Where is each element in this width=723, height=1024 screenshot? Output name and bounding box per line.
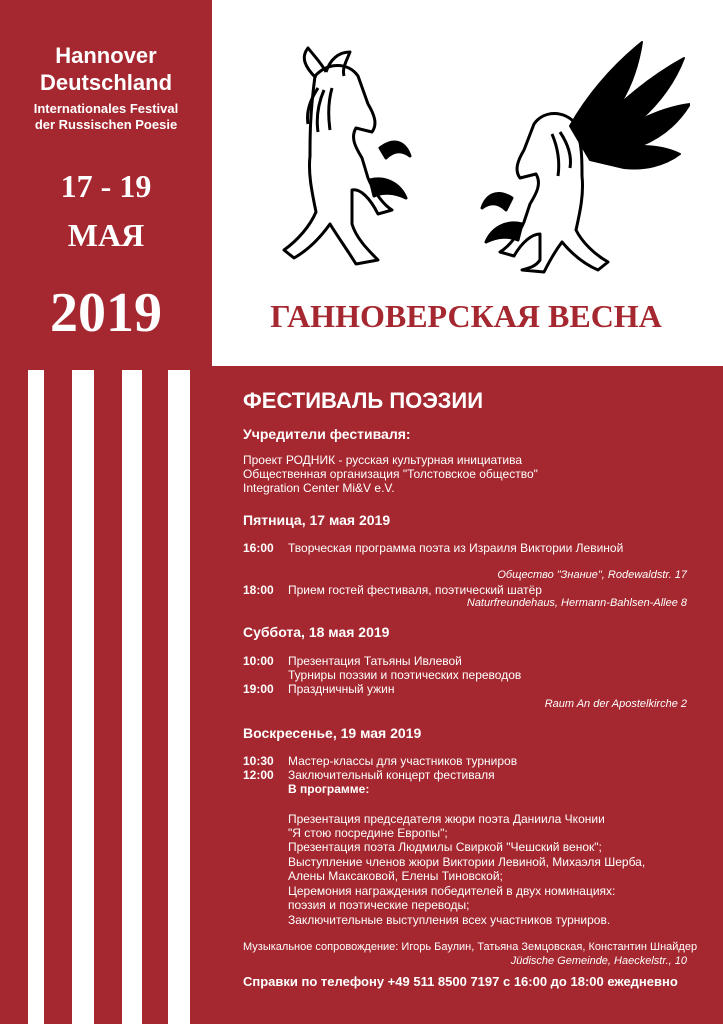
day-heading: Суббота, 18 мая 2019 [243, 624, 390, 640]
event-time: 19:00 [243, 682, 274, 696]
program-item: Выступление членов жюри Виктории Левиной, Михаэля Шерба, [288, 855, 646, 869]
founder-item: Общественная организация "Толстовское общество" [243, 467, 538, 481]
country-name: Deutschland [39, 70, 173, 95]
festival-german-title [0, 101, 212, 133]
event-text: Прием гостей фестиваля, поэтический шатёр [288, 583, 542, 597]
horse-icon [284, 48, 410, 264]
program-item: поэзия и поэтические переводы; [288, 898, 470, 912]
horses-illustration [260, 28, 690, 278]
festival-german-line: Internationales Festival [33, 101, 179, 116]
program-item: Церемония награждения победителей в двух номинациях: [288, 884, 616, 898]
stripe [44, 366, 72, 1024]
event-time: 18:00 [243, 583, 274, 597]
festival-german-line: der Russischen Poesie [34, 117, 178, 132]
event-text: Творческая программа поэта из Израиля Виктории Левиной [288, 541, 624, 555]
event-text: Заключительный концерт фестиваля [288, 768, 495, 782]
event-time: 10:00 [243, 654, 274, 668]
event-text: Мастер-классы для участников турниров [288, 754, 518, 768]
stripe [94, 366, 122, 1024]
stripe [190, 366, 212, 1024]
program-label: В программе: [288, 782, 370, 796]
festival-year: 2019 [50, 282, 162, 344]
program-item: "Я стою посредине Европы"; [288, 826, 448, 840]
founder-item: Integration Center Mi&V e.V. [243, 481, 395, 495]
festival-month: МАЯ [67, 217, 145, 253]
stripe [142, 366, 168, 1024]
program-item: Алены Максаковой, Елены Тиновской; [288, 869, 503, 883]
event-place: Raum An der Apostelkirche 2 [544, 698, 687, 710]
event-place: Общество "Знание", Rodewaldstr. 17 [497, 569, 687, 581]
music-credits: Музыкальное сопровождение: Игорь Баулин, Татьяна Земцовская, Константин Шнайдер [243, 941, 698, 953]
day-heading: Пятница, 17 мая 2019 [243, 512, 391, 528]
event-text: Презентация Татьяны Ивлевой [288, 654, 462, 668]
contact-info: Справки по телефону +49 511 8500 7197 с 16:00 до 18:00 ежедневно [243, 974, 678, 989]
winged-horse-icon [482, 42, 690, 272]
event-time: 16:00 [243, 541, 274, 555]
event-place: Naturfreundehaus, Hermann-Bahlsen-Allee 8 [466, 597, 687, 609]
program-heading: ФЕСТИВАЛЬ ПОЭЗИИ [243, 388, 484, 413]
stripe [0, 366, 28, 1024]
program-item: Заключительные выступления всех участников турниров. [288, 913, 611, 927]
event-text: Праздничный ужин [288, 682, 395, 696]
event-text: Турниры поэзии и поэтических переводов [288, 668, 522, 682]
festival-dates: 17 - 19 [60, 168, 152, 204]
event-time: 12:00 [243, 768, 274, 782]
program-item: Презентация поэта Людмилы Свиркой "Чешский венок"; [288, 840, 602, 854]
city [0, 42, 212, 96]
founder-item: Проект РОДНИК - русская культурная инициатива [243, 453, 523, 467]
music-place: Jüdische Gemeinde, Haeckelstr., 10 [510, 955, 687, 967]
festival-title: ГАННОВЕРСКАЯ ВЕСНА [270, 298, 662, 334]
program-item: Презентация председателя жюри поэта Даниила Чконии [288, 812, 605, 826]
founders-heading: Учредители фестиваля: [243, 426, 411, 442]
city-name: Hannover [55, 43, 157, 68]
event-time: 10:30 [243, 754, 274, 768]
day-heading: Воскресенье, 19 мая 2019 [243, 725, 422, 741]
